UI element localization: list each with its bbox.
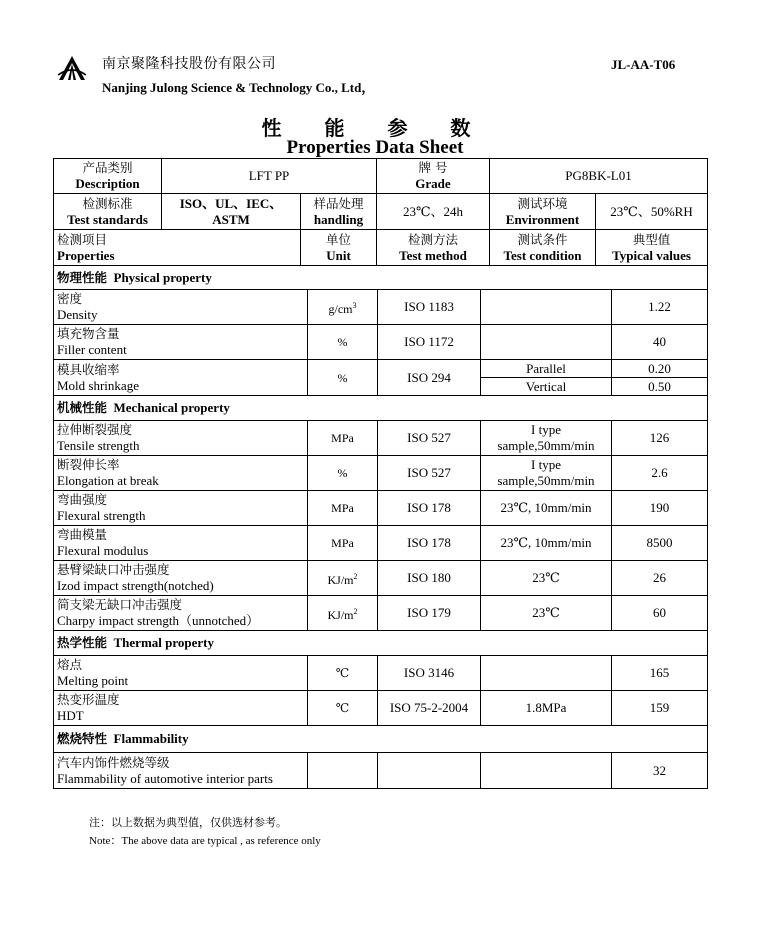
environment-label: 测试环境 Environment <box>490 194 596 230</box>
table-row: 弯曲模量 Flexural modulus MPa ISO 178 23℃, 10mm/min 8500 <box>54 526 708 561</box>
grade-label: 牌 号 Grade <box>377 159 490 194</box>
company-logo-icon <box>57 55 87 81</box>
properties-table: 物理性能 Physical property 密度 Density $g/cm^3$ ISO 1183 1.22 填充物含量 Filler content % ISO 1172 40 模具收缩率 Mold shrinkage % ISO 294 Parallel 0.20 Vertical 0.50 机械性能 Mechanical property 拉伸断裂强度 Tensile strength MPa ISO 527 I type sample,50mm/min 126 断裂伸长率 Elongation at break % ISO 527 I type sample,50mm/min 2.6 弯曲强度 Flexural strength MPa ISO 178 23℃, 10mm/min 190 弯曲模量 Flexural modulus MPa ISO 178 23℃, 10mm/min 8500 悬臂梁缺口冲击强度 Izod impact strength(notched) $KJ/m^2$ ISO 180 23℃ 26 简支梁无缺口冲击强度 Charpy impact strength（unnotched） $KJ/m^2$ ISO 179 23℃ 60 热学性能 Thermal property 熔点 Melting point ℃ ISO 3146 165 热变形温度 HDT ℃ ISO 75-2-2004 1.8MPa 159 燃烧特性 Flammability 汽车内饰件燃烧等级 Flammability of automotive interior parts 32 <box>53 265 708 789</box>
col-test-method: 检测方法 Test method <box>377 230 490 266</box>
environment-value: 23℃、50%RH <box>596 194 708 230</box>
page-title-cn: 性 能 参 数 <box>261 116 489 140</box>
handling-value: 23℃、24h <box>377 194 490 230</box>
note-en: Note：The above data are typical , as reference only <box>89 835 321 847</box>
note-cn: 注：以上数据为典型值，仅供选材参考。 <box>89 816 287 829</box>
table-row: 简支梁无缺口冲击强度 Charpy impact strength（unnotched） $KJ/m^2$ ISO 179 23℃ 60 <box>54 596 708 631</box>
company-name-en: Nanjing Julong Science & Technology Co., Ltd， <box>102 80 375 95</box>
table-row: 模具收缩率 Mold shrinkage % ISO 294 Parallel 0.20 <box>54 360 708 378</box>
section-thermal: 热学性能 Thermal property <box>54 631 708 656</box>
description-value: LFT PP <box>162 159 377 194</box>
section-flammability: 燃烧特性 Flammability <box>54 726 708 753</box>
description-label: 产品类别 Description <box>54 159 162 194</box>
table-row: 填充物含量 Filler content % ISO 1172 40 <box>54 325 708 360</box>
table-row: 热变形温度 HDT ℃ ISO 75-2-2004 1.8MPa 159 <box>54 691 708 726</box>
table-row: 熔点 Melting point ℃ ISO 3146 165 <box>54 656 708 691</box>
company-name-cn: 南京聚隆科技股份有限公司 <box>102 56 276 72</box>
table-row: 弯曲强度 Flexural strength MPa ISO 178 23℃, 10mm/min 190 <box>54 491 708 526</box>
table-row: 断裂伸长率 Elongation at break % ISO 527 I type sample,50mm/min 2.6 <box>54 456 708 491</box>
info-table <box>53 158 708 266</box>
section-mechanical: 机械性能 Mechanical property <box>54 396 708 421</box>
handling-label: 样品处理 handling <box>301 194 377 230</box>
table-row: 密度 Density $g/cm^3$ ISO 1183 1.22 <box>54 290 708 325</box>
table-row: 汽车内饰件燃烧等级 Flammability of automotive interior parts 32 <box>54 753 708 789</box>
col-test-condition: 测试条件 Test condition <box>490 230 596 266</box>
col-unit: 单位 Unit <box>301 230 377 266</box>
standards-value: ISO、UL、IEC、 ASTM <box>162 194 301 230</box>
standards-label: 检测标准 Test standards <box>54 194 162 230</box>
grade-value: PG8BK-L01 <box>490 159 708 194</box>
page-title-en: Properties Data Sheet <box>286 137 464 158</box>
col-properties: 检测项目 Properties <box>54 230 301 266</box>
col-typical-values: 典型值 Typical values <box>596 230 708 266</box>
document-code: JL-AA-T06 <box>611 57 676 72</box>
section-physical: 物理性能 Physical property <box>54 266 708 290</box>
table-row: 拉伸断裂强度 Tensile strength MPa ISO 527 I type sample,50mm/min 126 <box>54 421 708 456</box>
table-row: 悬臂梁缺口冲击强度 Izod impact strength(notched) $KJ/m^2$ ISO 180 23℃ 26 <box>54 561 708 596</box>
